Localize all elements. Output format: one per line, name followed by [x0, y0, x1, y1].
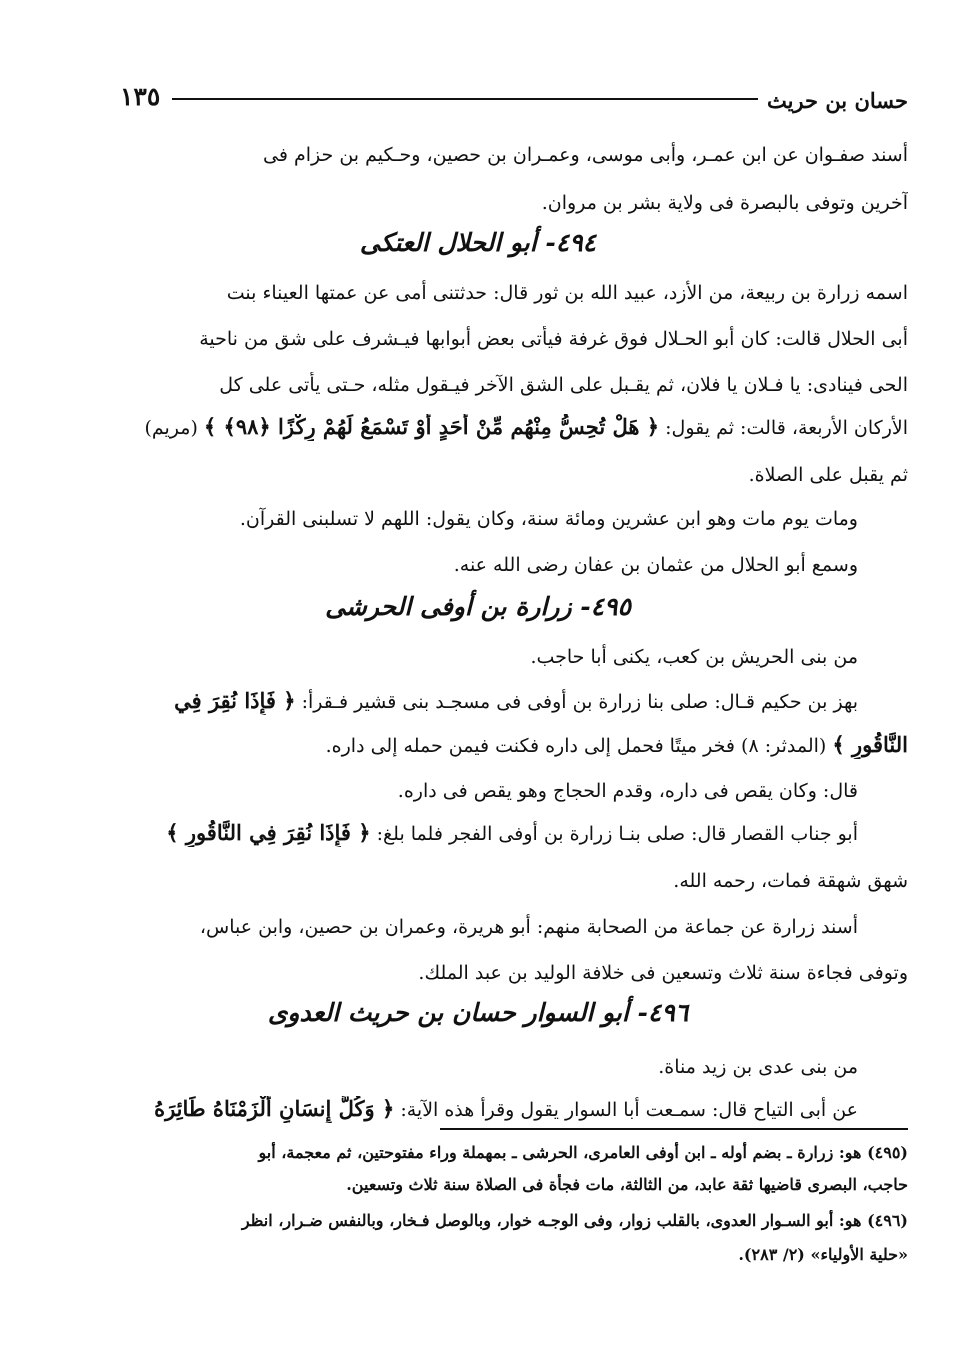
- footnote-rule: [440, 1128, 908, 1130]
- quran-verse-maryam: ﴿ هَلْ تُحِسُّ مِنْهُم مِّنْ أَحَدٍ أَوْ تَسْمَعُ لَهُمْ رِكْزًا ﴿٩٨﴾ ﴾: [203, 414, 660, 439]
- entry-496-line-2-pre: عن أبى التياح قال: سمـعت أبا السوار يقول وقرأ هذه الآية:: [400, 1099, 858, 1121]
- footnote-495-line-2: حاجب، البصرى قاضيها ثقة عابد، من الثالثة، مات فجأة فى الصلاة سنة ثلاث وتسعين.: [346, 1175, 908, 1194]
- entry-494-line-4: [88, 414, 908, 441]
- quran-verse-muddathir-a: ﴿ فَإِذَا نُقِرَ فِي: [174, 688, 296, 713]
- footnote-496-line-2: «حلية الأولياء» (٢/ ٢٨٣).: [738, 1245, 908, 1264]
- entry-495-line-4: قال: وكان يقص فى داره، وقدم الحجاج وهو يقص فى داره.: [397, 780, 858, 802]
- header-rule: [172, 98, 758, 100]
- entry-495-line-2-pre: بهز بن حكيم قـال: صلى بنا زرارة بن أوفى فى مسجـد بنى قشير فـقرأ:: [301, 691, 858, 713]
- entry-495-line-3-post: (المدثر: ٨) فخر ميتًا فحمل إلى داره فكنت فيمن حمله إلى داره.: [325, 735, 827, 757]
- entry-494-line-7: وسمع أبو الحلال من عثمان بن عفان رضى الله عنه.: [453, 554, 858, 576]
- surah-ref-maryam: (مريم): [144, 417, 198, 439]
- entry-496-heading: ٤٩٦- أبو السوار حسان بن حريث العدوى: [267, 998, 689, 1027]
- entry-494-line-4-pre: الأركان الأربعة، قالت: ثم يقول:: [665, 417, 908, 439]
- footnote-496-line-1: (٤٩٦) هو: أبو السـوار العدوى، بالقلب زوار، وفى الوجـه خوار، وبالوصل فـخار، وبالنفس ضـرار، انظر: [241, 1211, 908, 1230]
- running-title: حسان بن حريث: [766, 88, 908, 113]
- entry-495-line-5-pre: أبو جناب القصار قال: صلى بنـا زرارة بن أوفى الفجر فلما بلغ:: [376, 823, 858, 845]
- entry-494-line-2: أبى الحلال قالت: كان أبو الحـلال فوق غرفة فيأتى بعض أبوابها فيـشرف على شق من ناحية: [199, 328, 908, 350]
- quran-verse-muddathir-full: ﴿ فَإِذَا نُقِرَ فِي النَّاقُورِ ﴾: [166, 820, 371, 845]
- entry-496-line-1: من بنى عدى بن زيد مناة.: [658, 1056, 858, 1078]
- quran-verse-muddathir-b: النَّاقُورِ ﴾: [832, 732, 908, 757]
- entry-495-line-7: أسند زرارة عن جماعة من الصحابة منهم: أبو هريرة، وعمران بن حصين، وابن عباس،: [199, 916, 858, 938]
- entry-494-heading: ٤٩٤- أبو الحلال العتكى: [359, 228, 597, 257]
- page-header: [108, 82, 908, 116]
- entry-496-line-2: [88, 1096, 858, 1123]
- entry-495-line-5: [88, 820, 858, 847]
- intro-line-2: آخرين وتوفى بالبصرة فى ولاية بشر بن مروان.: [541, 192, 908, 214]
- footnote-495-line-1: (٤٩٥) هو: زرارة ـ بضم أوله ـ ابن أوفى العامرى، الحرشى ـ بمهملة وراء مفتوحتين، ثم معجمة، أبو: [258, 1143, 908, 1162]
- quran-verse-isra: ﴿ وَكُلَّ إِنسَانٍ أَلْزَمْنَاهُ طَائِرَهُ: [154, 1096, 395, 1121]
- entry-495-line-2: [88, 688, 858, 715]
- entry-495-line-6: شهق شهقة فمات، رحمه الله.: [673, 870, 908, 892]
- entry-495-line-8: وتوفى فجاءة سنة ثلاث وتسعين فى خلافة الوليد بن عبد الملك.: [418, 962, 908, 984]
- entry-495-line-1: من بنى الحريش بن كعب، يكنى أبا حاجب.: [530, 646, 858, 668]
- intro-line-1: أسند صفـوان عن ابن عمـر، وأبى موسى، وعمـران بن حصين، وحـكيم بن حزام فى: [263, 144, 908, 166]
- entry-494-line-3: الحى فينادى: يا فـلان يا فلان، ثم يقـبل على الشق الآخر فيـقول مثله، حـتى يأتى على كل: [219, 374, 908, 396]
- entry-495-heading: ٤٩٥- زرارة بن أوفى الحرشى: [325, 592, 631, 621]
- entry-494-line-1: اسمه زرارة بن ربيعة، من الأزد، عبيد الله بن ثور قال: حدثتنى أمى عن عمتها العيناء بنت: [226, 282, 908, 304]
- page-number: ١٣٥: [120, 82, 161, 111]
- entry-495-line-3: [88, 732, 908, 759]
- entry-494-line-5: ثم يقبل على الصلاة.: [748, 464, 908, 486]
- entry-494-line-6: ومات يوم مات وهو ابن عشرين ومائة سنة، وكان يقول: اللهم لا تسلبنى القرآن.: [239, 508, 858, 530]
